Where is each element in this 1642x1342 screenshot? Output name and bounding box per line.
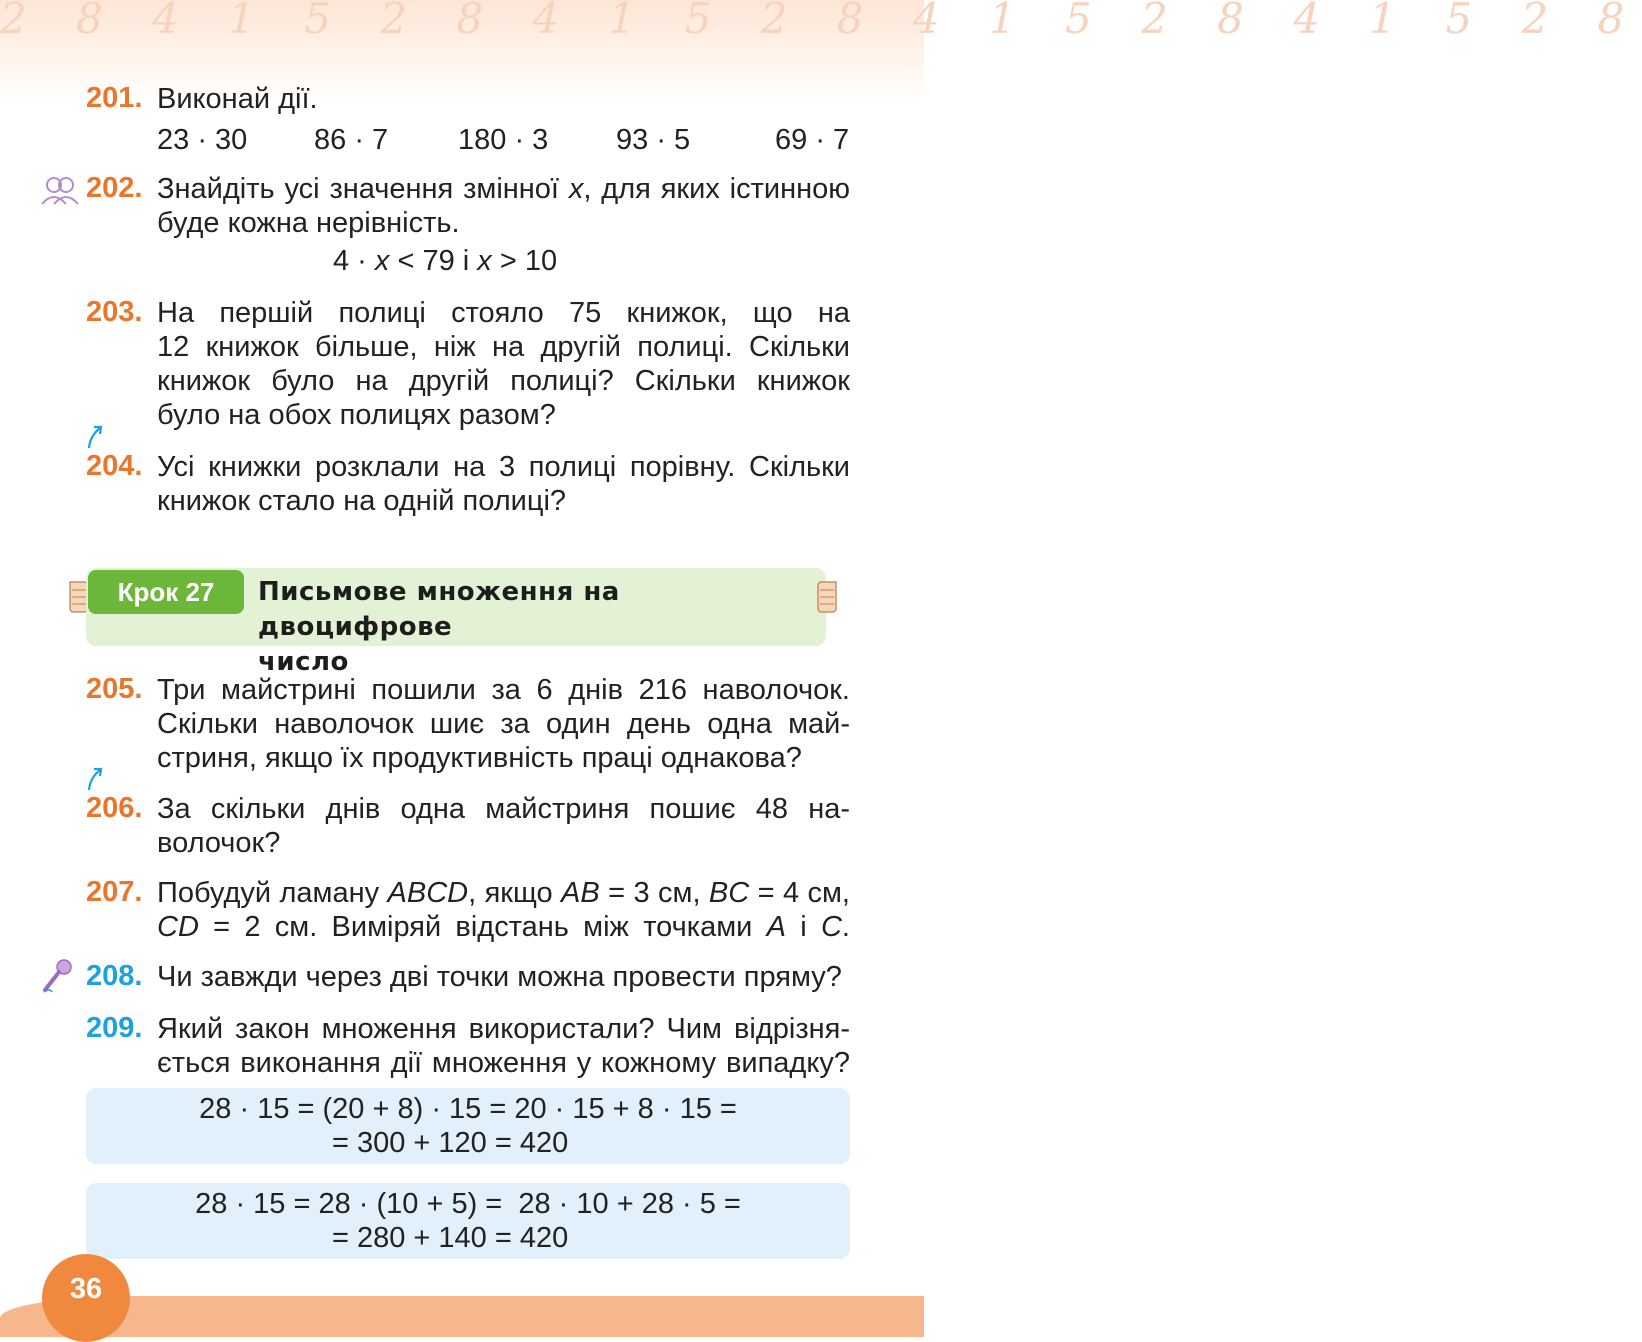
footer-band: [0, 1296, 924, 1337]
exercise-number: 205.: [86, 673, 143, 705]
exercise-number: 202.: [86, 172, 143, 204]
exercise-number: 208.: [86, 960, 143, 992]
expression: 69 · 7: [775, 124, 850, 156]
text-line: ється виконання дії множення у кожному випадку?: [157, 1047, 850, 1079]
text-line: стриня, якщо їх продуктивність праці однакова?: [157, 742, 802, 774]
text-line: Три майстрині пошили за 6 днів 216 наволочок.: [157, 674, 850, 706]
text-line: буде кожна нерівність.: [157, 207, 460, 239]
step-title-line: число: [258, 647, 349, 677]
text-line: Усі книжки розклали на 3 полиці порівну. Скільки: [157, 451, 850, 483]
text-line: Скільки наволочок шиє за один день одна май-: [157, 708, 850, 740]
expression: 23 · 30: [157, 124, 248, 156]
exercise-number: 209.: [86, 1012, 143, 1044]
formula-line: = 300 + 120 = 420: [332, 1127, 569, 1159]
text-line: Який закон множення використали? Чим відрізня-: [157, 1013, 850, 1045]
exercise-number: 201.: [86, 82, 143, 114]
text-line: На першій полиці стояло 75 книжок, що на: [157, 297, 850, 329]
exercise-number: 203.: [86, 296, 143, 328]
expression: 86 · 7: [314, 124, 389, 156]
text-line: Побудуй ламану ABCD, якщо AB = 3 см, BC = 4 см,: [157, 877, 850, 909]
text-line: За скільки днів одна майстриня пошиє 48 на-: [157, 793, 850, 825]
formula-line: = 280 + 140 = 420: [332, 1222, 569, 1254]
text-line: Знайдіть усі значення змінної x, для яких істинною: [157, 173, 850, 205]
exercise-number: 204.: [86, 450, 143, 482]
step-title-line: Письмове множення на двоцифрове: [258, 577, 620, 642]
exercise-text: [157, 1012, 850, 1080]
exercise-number: 207.: [86, 876, 143, 908]
text-line: книжок було на другій полиці? Скільки книжок: [157, 365, 850, 397]
formula-line: 28 · 15 = (20 + 8) · 15 = 20 · 15 + 8 · 15 =: [199, 1093, 737, 1125]
text-line: книжок стало на одній полиці?: [157, 485, 567, 517]
exercise-number: 206.: [86, 792, 143, 824]
inequality: 4 · x < 79 і x > 10: [333, 245, 558, 277]
text-line: CD = 2 см. Виміряй відстань між точками A і C.: [157, 911, 850, 943]
exercise-text: [157, 172, 850, 240]
expression: 180 · 3: [458, 124, 549, 156]
microphone-icon: [40, 958, 74, 999]
step-badge: Крок 27: [88, 570, 244, 614]
exercise-text: [157, 450, 850, 518]
decorative-digits: 2 8 4 1 5 2 8 4 1 5 2 8 4 1 5 2 8 4 1 5 2 8: [0, 0, 1642, 43]
exercise-text: [157, 296, 850, 432]
pointing-hand-icon: [816, 578, 840, 619]
expression: 93 · 5: [616, 124, 691, 156]
step-title: [258, 575, 808, 680]
exercise-text: [157, 673, 850, 775]
text-line: волочок?: [157, 827, 281, 859]
formula-line: 28 · 15 = 28 · (10 + 5) = 28 · 10 + 28 · 5 =: [195, 1188, 741, 1220]
text-line: 12 книжок більше, ніж на другій полиці. Скільки: [157, 331, 850, 363]
exercise-text: Чи завжди через дві точки можна провести пряму?: [157, 961, 842, 993]
page-number: 36: [42, 1254, 130, 1342]
exercise-text: [157, 792, 850, 860]
exercise-text: [157, 876, 850, 944]
pair-work-icon: [40, 174, 80, 211]
exercise-text: Виконай дії.: [157, 83, 318, 115]
text-line: було на обох полицях разом?: [157, 399, 556, 431]
